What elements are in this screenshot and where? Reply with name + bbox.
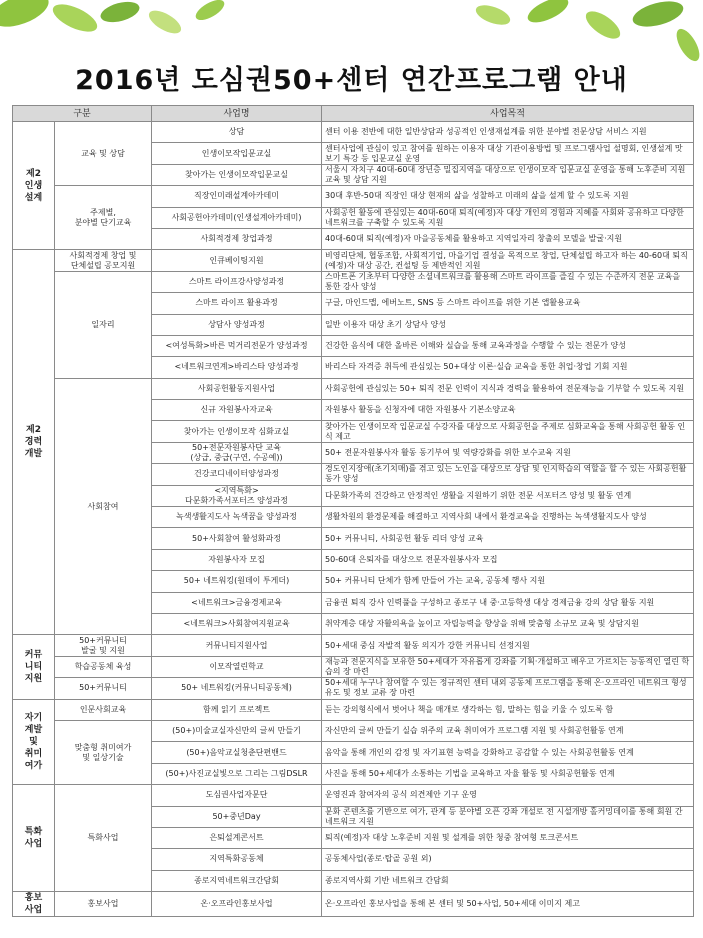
- group-cell: 교육 및 상담: [55, 122, 152, 186]
- program-cell: 종로지역네트워크간담회: [152, 870, 322, 891]
- program-cell: (50+)음악교실청춘단편밴드: [152, 742, 322, 763]
- table-row: [13, 720, 694, 741]
- table-row: [13, 635, 694, 656]
- category-cell: 커뮤 니티 지원: [13, 635, 55, 699]
- purpose-cell: 재능과 전문지식을 보유한 50+세대가 자유롭게 강좌를 기획·개설하고 배우고 가르치는 능동적인 열린 학습의 장 마련: [322, 656, 694, 677]
- group-cell: 특화사업: [55, 785, 152, 892]
- program-cell: 상담: [152, 122, 322, 143]
- purpose-cell: 종로지역사회 기반 네트워크 간담회: [322, 870, 694, 891]
- program-cell: 50+ 네트워킹(커뮤니티공동체): [152, 678, 322, 699]
- table-row: [13, 892, 694, 917]
- program-cell: <네트워크연계>바리스타 양성과정: [152, 357, 322, 378]
- program-cell: 자원봉사자 모집: [152, 549, 322, 570]
- purpose-cell: 서울시 자치구 40대-60대 장년층 밀집지역을 대상으로 인생이모작 입문교실 운영을 통해 노후준비 지원교육 및 상담 지원: [322, 164, 694, 185]
- header-purpose: 사업목적: [322, 106, 694, 122]
- program-cell: (50+)미술교실자신만의 글씨 만들기: [152, 720, 322, 741]
- purpose-cell: 공동체사업(종로·탑골 공원 외): [322, 849, 694, 870]
- purpose-cell: 바리스타 자격증 취득에 관심있는 50+대상 이론·실습 교육을 통한 취업·창업 기회 지원: [322, 357, 694, 378]
- group-cell: 50+커뮤니티: [55, 678, 152, 699]
- purpose-cell: 경도인지장애(초기치매)를 겪고 있는 노인을 대상으로 상담 및 인지학습의 역할을 할 수 있는 사회공헌활동가 양성: [322, 464, 694, 485]
- purpose-cell: 50+ 커뮤니티 단체가 함께 만들어 가는 교육, 공동체 행사 지원: [322, 571, 694, 592]
- table-header-row: [13, 106, 694, 122]
- program-cell: 이모작열린학교: [152, 656, 322, 677]
- program-table: [12, 105, 694, 917]
- purpose-cell: 사회공헌 활동에 관심있는 40대-60대 퇴직(예정)자 대상 개인의 경험과 지혜를 사회와 공유하고 다양한 네트워크를 구축할 수 있도록 지원: [322, 207, 694, 228]
- program-cell: 스마트 라이프 활용과정: [152, 293, 322, 314]
- program-cell: <여성특화>바른 먹거리전문가 양성과정: [152, 335, 322, 356]
- purpose-cell: 다문화가족의 건강하고 안정적인 생활을 지원하기 위한 전문 서포터즈 양성 및 활동 연계: [322, 485, 694, 506]
- table-row: [13, 656, 694, 677]
- group-cell: 학습공동체 육성: [55, 656, 152, 677]
- purpose-cell: 50-60대 은퇴자를 대상으로 전문자원봉사자 모집: [322, 549, 694, 570]
- group-cell: 일자리: [55, 271, 152, 378]
- header-category: 구분: [13, 106, 152, 122]
- table-body: [13, 122, 694, 917]
- table-row: [13, 699, 694, 720]
- purpose-cell: 자원봉사 활동을 신청자에 대한 자원봉사 기본소양교육: [322, 400, 694, 421]
- program-cell: 사회적경제 창업과정: [152, 228, 322, 249]
- purpose-cell: 40대-60대 퇴직(예정)자 마을공동체를 활용하고 지역일자리 창출의 모델을 발굴·지원: [322, 228, 694, 249]
- category-cell: 자기 계발 및 취미 여가: [13, 699, 55, 785]
- program-cell: (50+)사진교실빛으로 그리는 그림DSLR: [152, 763, 322, 784]
- program-cell: 지역특화공동체: [152, 849, 322, 870]
- category-cell: 제2 인생 설계: [13, 122, 55, 250]
- purpose-cell: 찾아가는 인생이모작 입문교실 수강자를 대상으로 사회공헌을 주제로 심화교육을 통해 사회공헌 활동 인식 제고: [322, 421, 694, 442]
- category-cell: 제2 경력 개발: [13, 250, 55, 635]
- program-cell: 온·오프라인홍보사업: [152, 892, 322, 917]
- page-title: 2016년 도심권50+센터 연간프로그램 안내: [75, 65, 628, 96]
- purpose-cell: 50+ 커뮤니티, 사회공헌 활동 리더 양성 교육: [322, 528, 694, 549]
- program-cell: 직장인미래설계아카데미: [152, 186, 322, 207]
- group-cell: 인문사회교육: [55, 699, 152, 720]
- group-cell: 주제별, 분야별 단기교육: [55, 186, 152, 250]
- program-cell: 사회공헌활동지원사업: [152, 378, 322, 399]
- purpose-cell: 생활차원의 환경문제를 해결하고 지역사회 내에서 환경교육을 진행하는 녹색생활지도사 양성: [322, 507, 694, 528]
- program-cell: 은퇴설계콘서트: [152, 827, 322, 848]
- purpose-cell: 퇴직(예정)자 대상 노후준비 지원 및 설계를 위한 청중 참여형 토크콘서트: [322, 827, 694, 848]
- purpose-cell: 50+ 전문자원봉사자 활동 동기부여 및 역량강화를 위한 보수교육 지원: [322, 442, 694, 463]
- group-cell: 50+커뮤니티 발굴 및 지원: [55, 635, 152, 656]
- program-cell: 스마트 라이프강사양성과정: [152, 271, 322, 292]
- program-cell: 상담사 양성과정: [152, 314, 322, 335]
- program-cell: 녹색생활지도사 녹색꿈을 양성과정: [152, 507, 322, 528]
- program-cell: <네트워크>금융경제교육: [152, 592, 322, 613]
- purpose-cell: 운영진과 참여자의 공식 의견제안 기구 운영: [322, 785, 694, 806]
- leaf-decoration-left: [0, 0, 260, 60]
- purpose-cell: 취약계층 대상 자활의욕을 높이고 자립능력을 향상을 위해 맞춤형 소규모 교육 및 상담지원: [322, 613, 694, 634]
- purpose-cell: 건강한 음식에 대한 올바른 이해와 실습을 통해 교육과정을 수행할 수 있는 전문가 양성: [322, 335, 694, 356]
- purpose-cell: 비영리단체, 협동조합, 사회적기업, 마을기업 결성을 목적으로 창업, 단체설립 하고자 하는 40-60대 퇴직(예정)자 대상 공간, 컨설팅 등 제반적인 지원: [322, 250, 694, 271]
- table-row: [13, 122, 694, 143]
- program-cell: 도심권사업자문단: [152, 785, 322, 806]
- purpose-cell: 일반 이용자 대상 초기 상담사 양성: [322, 314, 694, 335]
- table-row: [13, 271, 694, 292]
- purpose-cell: 구글, 마인드맵, 에버노트, SNS 등 스마트 라이프를 위한 기본 앱활용교육: [322, 293, 694, 314]
- purpose-cell: 음악을 통해 개인의 감정 및 자기표현 능력을 강화하고 공감할 수 있는 사회공헌활동 연계: [322, 742, 694, 763]
- program-cell: 인큐베이팅지원: [152, 250, 322, 271]
- table-row: [13, 785, 694, 806]
- header-program: 사업명: [152, 106, 322, 122]
- program-cell: 50+사회참여 활성화과정: [152, 528, 322, 549]
- purpose-cell: 30대 후반-50대 직장인 대상 현재의 삶을 성찰하고 미래의 삶을 설계 할 수 있도록 지원: [322, 186, 694, 207]
- table-row: [13, 678, 694, 699]
- program-cell: 인생이모작입문교실: [152, 143, 322, 164]
- purpose-cell: 문화 콘텐츠를 기반으로 여가, 관계 등 분야별 오픈 강좌 개설로 전 시설개방 홀커밍데이를 통해 회원 간 네트워크 지원: [322, 806, 694, 827]
- purpose-cell: 자신만의 글씨 만들기 실습 위주의 교육 취미여가 프로그램 지원 및 사회공헌활동 연계: [322, 720, 694, 741]
- program-cell: 50+중년Day: [152, 806, 322, 827]
- purpose-cell: 50+세대 중심 자발적 활동 의지가 강한 커뮤니티 선정지원: [322, 635, 694, 656]
- program-cell: 50+ 네트워킹(원데이 투게더): [152, 571, 322, 592]
- program-cell: <지역특화> 다문화가족서포터즈 양성과정: [152, 485, 322, 506]
- category-cell: 홍보 사업: [13, 892, 55, 917]
- table-row: [13, 378, 694, 399]
- purpose-cell: 금융권 퇴직 강사 인력풀을 구성하고 종로구 내 중·고등학생 대상 경제금융 강의 상담 활동 지원: [322, 592, 694, 613]
- program-cell: 찾아가는 인생이모작입문교실: [152, 164, 322, 185]
- category-cell: 특화 사업: [13, 785, 55, 892]
- program-cell: 찾아가는 인생이모작 심화교실: [152, 421, 322, 442]
- program-cell: 사회공헌아카데미(인생설계아카데미): [152, 207, 322, 228]
- group-cell: 사회참여: [55, 378, 152, 635]
- program-cell: 함께 읽기 프로젝트: [152, 699, 322, 720]
- purpose-cell: 듣는 강의형식에서 벗어나 책을 매개로 생각하는 힘, 말하는 힘을 키울 수 있도록 함: [322, 699, 694, 720]
- purpose-cell: 온·오프라인 홍보사업을 통해 본 센터 및 50+사업, 50+세대 이미지 제고: [322, 892, 694, 917]
- table-row: [13, 186, 694, 207]
- program-cell: 신규 자원봉사자교육: [152, 400, 322, 421]
- purpose-cell: 센터 이용 전반에 대한 일반상담과 성공적인 인생재설계를 위한 분야별 전문상담 서비스 지원: [322, 122, 694, 143]
- purpose-cell: 센터사업에 관심이 있고 참여를 원하는 이용자 대상 기관이용방법 및 프로그램사업 설명회, 인생설계 맛보기 특강 등 입문교실 운영: [322, 143, 694, 164]
- program-cell: 50+전문자원봉사단 교육 (상급, 중급(구연, 수공예)): [152, 442, 322, 463]
- purpose-cell: 사회공헌에 관심있는 50+ 퇴직 전문 인력이 지식과 경력을 활용하여 전문재능을 기부할 수 있도록 지원: [322, 378, 694, 399]
- purpose-cell: 사진을 통해 50+세대가 소통하는 기법을 교육하고 자율 활동 및 사회공헌활동 연계: [322, 763, 694, 784]
- group-cell: 사회적경제 창업 및 단체설립 공모지원: [55, 250, 152, 271]
- program-cell: 커뮤니티지원사업: [152, 635, 322, 656]
- purpose-cell: 50+세대 누구나 참여할 수 있는 정규적인 센터 내외 공동체 프로그램을 통해 온·오프라인 네트워크 형성 유도 및 정보 교류 장 마련: [322, 678, 694, 699]
- program-cell: <네트워크>사회참여지원교육: [152, 613, 322, 634]
- group-cell: 맞춤형 취미여가 및 일상기술: [55, 720, 152, 784]
- group-cell: 홍보사업: [55, 892, 152, 917]
- purpose-cell: 스마트폰 기초부터 다양한 소셜네트워크를 활용해 스마트 라이프를 즐길 수 있는 수준까지 전문 교육을 통한 강사 양성: [322, 271, 694, 292]
- program-cell: 건강코디네이터양성과정: [152, 464, 322, 485]
- table-row: [13, 250, 694, 271]
